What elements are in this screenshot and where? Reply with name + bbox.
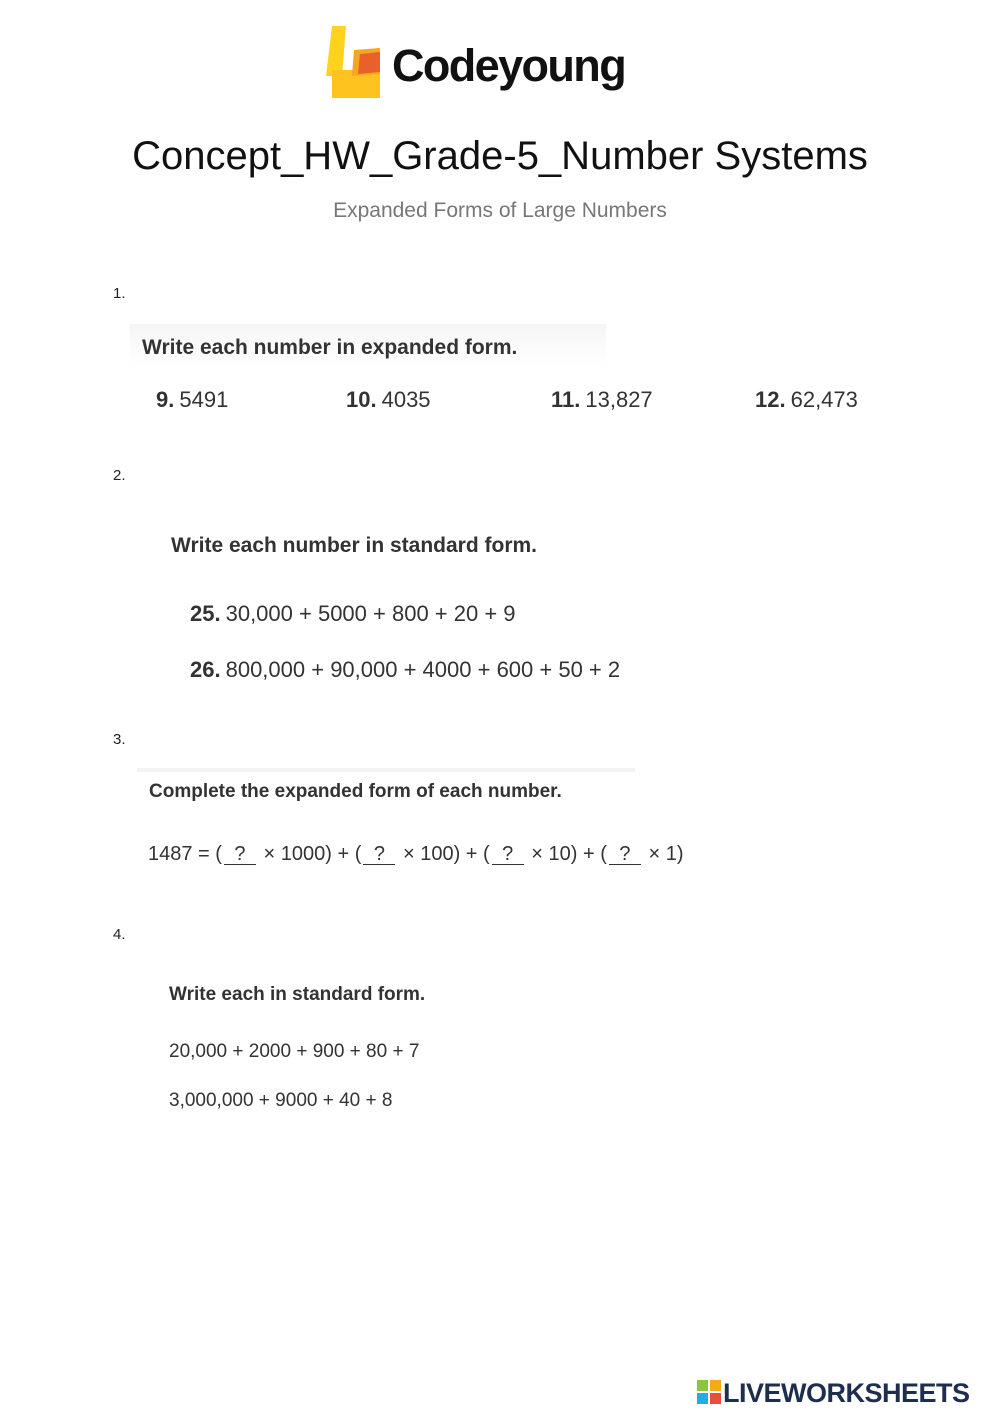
question-3-instruction-banner: [137, 768, 635, 772]
question-4-number: 4.: [113, 926, 126, 943]
page-title: Concept_HW_Grade-5_Number Systems: [132, 134, 868, 178]
term-sep: +: [465, 843, 478, 865]
question-1-instruction: Write each number in expanded form.: [142, 336, 518, 359]
answer-blank[interactable]: ?: [224, 844, 256, 865]
brand-name: Codeyoung: [392, 40, 626, 91]
question-4-instruction: Write each in standard form.: [169, 984, 426, 1005]
item-label: 12.: [755, 387, 786, 412]
term-sep: +: [583, 843, 595, 865]
page-subtitle: Expanded Forms of Large Numbers: [333, 199, 667, 222]
item-label: 26.: [190, 657, 221, 682]
item-value: 5491: [179, 387, 229, 412]
term-rest: × 1000): [263, 843, 332, 865]
question-1-item: [346, 387, 431, 413]
item-label: 25.: [190, 601, 221, 626]
term-rest: × 100): [402, 843, 461, 865]
item-label: 11.: [551, 387, 581, 412]
equation-lhs: 1487 =: [148, 843, 210, 865]
question-2-instruction: Write each number in standard form.: [171, 534, 538, 557]
question-1-number: 1.: [113, 285, 126, 302]
question-1-item: [156, 387, 228, 413]
answer-blank[interactable]: ?: [363, 844, 395, 865]
item-value: 62,473: [790, 387, 858, 412]
term-open: (: [215, 843, 222, 865]
item-label: 9.: [156, 387, 175, 412]
question-1-item: [551, 387, 653, 413]
term-open: (: [354, 843, 362, 865]
question-4-item: 20,000 + 2000 + 900 + 80 + 7: [169, 1041, 420, 1062]
question-3-number: 3.: [113, 731, 126, 748]
item-label: 10.: [346, 387, 377, 412]
liveworksheets-icon: [697, 1380, 721, 1404]
codeyoung-logo: [326, 26, 666, 106]
item-value: 30,000 + 5000 + 800 + 20 + 9: [225, 601, 516, 626]
term-open: (: [483, 843, 490, 865]
term-rest: × 1): [648, 843, 684, 865]
question-2-item: [190, 601, 516, 627]
answer-blank[interactable]: ?: [609, 844, 641, 865]
liveworksheets-brand: LIVEWORKSHEETS: [723, 1378, 970, 1408]
question-1-item: [755, 387, 858, 413]
term-open: (: [600, 843, 607, 865]
item-value: 4035: [381, 387, 431, 412]
item-value: 13,827: [585, 387, 653, 412]
item-value: 800,000 + 90,000 + 4000 + 600 + 50 + 2: [225, 657, 621, 682]
answer-blank[interactable]: ?: [492, 844, 524, 865]
question-2-item: [190, 657, 620, 683]
question-3-equation: [148, 843, 684, 866]
question-4-item: 3,000,000 + 9000 + 40 + 8: [169, 1090, 393, 1111]
codeyoung-logo-icon: [326, 26, 382, 98]
question-3-instruction: Complete the expanded form of each number.: [149, 781, 562, 802]
term-rest: × 10): [531, 843, 578, 865]
question-2-number: 2.: [113, 467, 126, 484]
term-sep: +: [337, 843, 350, 865]
